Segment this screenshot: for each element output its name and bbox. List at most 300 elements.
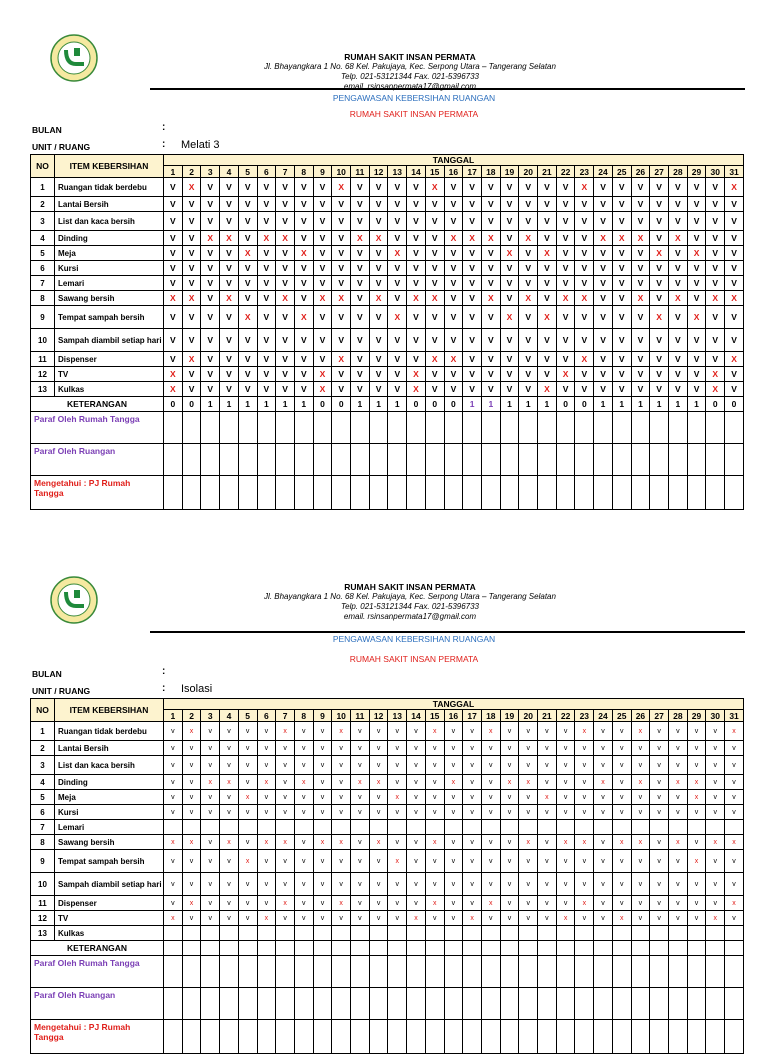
signature-cell[interactable] bbox=[706, 412, 725, 444]
signature-cell[interactable] bbox=[575, 956, 594, 988]
signature-cell[interactable] bbox=[538, 476, 557, 510]
check-mark-cell: V bbox=[650, 231, 669, 246]
check-mark-cell: v bbox=[294, 911, 313, 926]
check-mark-cell: v bbox=[575, 756, 594, 775]
signature-cell[interactable] bbox=[164, 444, 183, 476]
signature-cell[interactable] bbox=[594, 476, 613, 510]
check-mark-cell: V bbox=[238, 178, 257, 197]
signature-cell[interactable] bbox=[575, 444, 594, 476]
signature-cell[interactable] bbox=[351, 412, 370, 444]
check-mark-cell: v bbox=[407, 790, 426, 805]
signature-cell[interactable] bbox=[407, 956, 426, 988]
signature-cell[interactable] bbox=[182, 412, 201, 444]
signature-cell[interactable] bbox=[556, 412, 575, 444]
signature-cell[interactable] bbox=[369, 412, 388, 444]
signature-cell[interactable] bbox=[706, 444, 725, 476]
signature-cell[interactable] bbox=[650, 988, 669, 1020]
signature-cell[interactable] bbox=[481, 956, 500, 988]
check-mark-cell: v bbox=[238, 805, 257, 820]
signature-cell[interactable] bbox=[257, 988, 276, 1020]
signature-cell[interactable] bbox=[332, 1020, 351, 1054]
signature-cell[interactable] bbox=[631, 444, 650, 476]
signature-cell[interactable] bbox=[519, 444, 538, 476]
check-mark-cell: V bbox=[631, 329, 650, 352]
signature-cell[interactable] bbox=[257, 956, 276, 988]
check-mark-cell: v bbox=[594, 741, 613, 756]
check-mark-cell: V bbox=[650, 382, 669, 397]
signature-cell[interactable] bbox=[650, 956, 669, 988]
signature-cell[interactable] bbox=[407, 444, 426, 476]
signature-cell[interactable] bbox=[201, 412, 220, 444]
signature-cell[interactable] bbox=[706, 1020, 725, 1054]
check-mark-cell: v bbox=[164, 805, 183, 820]
signature-cell[interactable] bbox=[650, 476, 669, 510]
signature-cell[interactable] bbox=[687, 412, 706, 444]
signature-cell[interactable] bbox=[182, 988, 201, 1020]
signature-cell[interactable] bbox=[369, 444, 388, 476]
signature-cell[interactable] bbox=[257, 1020, 276, 1054]
item-number: 11 bbox=[31, 896, 55, 911]
signature-cell[interactable] bbox=[668, 1020, 687, 1054]
check-mark-cell: v bbox=[463, 741, 482, 756]
check-mark-cell: x bbox=[725, 835, 744, 850]
signature-cell[interactable] bbox=[369, 1020, 388, 1054]
signature-cell[interactable] bbox=[463, 476, 482, 510]
check-mark-cell: v bbox=[313, 756, 332, 775]
signature-cell[interactable] bbox=[612, 956, 631, 988]
day-header: 6 bbox=[257, 710, 276, 722]
signature-cell[interactable] bbox=[687, 956, 706, 988]
check-mark-cell: v bbox=[650, 756, 669, 775]
signature-cell[interactable] bbox=[351, 956, 370, 988]
signature-cell[interactable] bbox=[388, 444, 407, 476]
signature-cell[interactable] bbox=[481, 412, 500, 444]
signature-cell[interactable] bbox=[220, 476, 239, 510]
signature-cell[interactable] bbox=[164, 988, 183, 1020]
signature-cell[interactable] bbox=[313, 956, 332, 988]
check-mark-cell: V bbox=[594, 329, 613, 352]
check-mark-cell: V bbox=[388, 329, 407, 352]
check-mark-cell bbox=[407, 820, 426, 835]
signature-cell[interactable] bbox=[444, 1020, 463, 1054]
signature-cell[interactable] bbox=[238, 1020, 257, 1054]
signature-cell[interactable] bbox=[463, 988, 482, 1020]
signature-cell[interactable] bbox=[612, 476, 631, 510]
signature-cell[interactable] bbox=[220, 444, 239, 476]
signature-cell[interactable] bbox=[407, 988, 426, 1020]
check-mark-cell: V bbox=[594, 367, 613, 382]
check-mark-cell: V bbox=[519, 246, 538, 261]
keterangan-cell: 0 bbox=[425, 397, 444, 412]
signature-cell[interactable] bbox=[388, 412, 407, 444]
signature-cell[interactable] bbox=[332, 956, 351, 988]
signature-cell[interactable] bbox=[313, 476, 332, 510]
keterangan-cell bbox=[650, 941, 669, 956]
signature-cell[interactable] bbox=[612, 444, 631, 476]
unit-value: Isolasi bbox=[181, 683, 213, 695]
check-mark-cell: v bbox=[182, 741, 201, 756]
check-mark-cell: V bbox=[706, 306, 725, 329]
signature-cell[interactable] bbox=[369, 956, 388, 988]
signature-cell[interactable] bbox=[444, 988, 463, 1020]
check-mark-cell bbox=[182, 820, 201, 835]
signature-cell[interactable] bbox=[538, 956, 557, 988]
signature-cell[interactable] bbox=[631, 956, 650, 988]
signature-cell[interactable] bbox=[668, 444, 687, 476]
check-mark-cell: V bbox=[444, 178, 463, 197]
hospital-email: email. rsinsanpermata17@gmail.com bbox=[343, 612, 477, 621]
signature-cell[interactable] bbox=[369, 988, 388, 1020]
check-mark-cell: v bbox=[351, 911, 370, 926]
signature-cell[interactable] bbox=[500, 412, 519, 444]
signature-cell[interactable] bbox=[650, 412, 669, 444]
signature-cell[interactable] bbox=[687, 1020, 706, 1054]
item-number: 10 bbox=[31, 329, 55, 352]
check-mark-cell bbox=[313, 926, 332, 941]
signature-cell[interactable] bbox=[407, 412, 426, 444]
check-mark-cell: v bbox=[519, 873, 538, 896]
check-mark-cell: V bbox=[650, 212, 669, 231]
check-mark-cell: V bbox=[575, 276, 594, 291]
signature-cell[interactable] bbox=[182, 1020, 201, 1054]
signature-cell[interactable] bbox=[687, 476, 706, 510]
check-mark-cell: V bbox=[706, 261, 725, 276]
signature-cell[interactable] bbox=[257, 444, 276, 476]
signature-cell[interactable] bbox=[444, 476, 463, 510]
signature-cell[interactable] bbox=[182, 444, 201, 476]
check-mark-cell bbox=[257, 820, 276, 835]
item-name: Kulkas bbox=[55, 382, 164, 397]
signature-cell[interactable] bbox=[332, 476, 351, 510]
signature-cell[interactable] bbox=[519, 412, 538, 444]
signature-cell[interactable] bbox=[538, 1020, 557, 1054]
item-number: 12 bbox=[31, 911, 55, 926]
check-mark-cell: v bbox=[444, 835, 463, 850]
check-mark-cell: x bbox=[332, 896, 351, 911]
signature-cell[interactable] bbox=[444, 956, 463, 988]
signature-cell[interactable] bbox=[725, 476, 744, 510]
check-mark-cell: v bbox=[538, 873, 557, 896]
signature-cell[interactable] bbox=[425, 988, 444, 1020]
signature-cell[interactable] bbox=[687, 444, 706, 476]
signature-cell[interactable] bbox=[313, 1020, 332, 1054]
check-mark-cell: V bbox=[575, 306, 594, 329]
check-mark-cell: V bbox=[257, 382, 276, 397]
check-mark-cell: V bbox=[463, 329, 482, 352]
keterangan-cell bbox=[276, 941, 295, 956]
check-mark-cell: V bbox=[276, 261, 295, 276]
signature-cell[interactable] bbox=[463, 412, 482, 444]
signature-cell[interactable] bbox=[631, 412, 650, 444]
signature-cell[interactable] bbox=[538, 988, 557, 1020]
day-header: 23 bbox=[575, 710, 594, 722]
signature-cell[interactable] bbox=[650, 444, 669, 476]
check-mark-cell: v bbox=[725, 756, 744, 775]
signature-cell[interactable] bbox=[556, 956, 575, 988]
check-mark-cell: V bbox=[332, 197, 351, 212]
signature-cell[interactable] bbox=[164, 956, 183, 988]
signature-cell[interactable] bbox=[668, 988, 687, 1020]
check-mark-cell: v bbox=[519, 741, 538, 756]
signature-cell[interactable] bbox=[500, 956, 519, 988]
check-mark-cell: v bbox=[631, 896, 650, 911]
signature-cell[interactable] bbox=[332, 444, 351, 476]
colon: : bbox=[162, 139, 166, 150]
signature-cell[interactable] bbox=[238, 476, 257, 510]
check-mark-cell: v bbox=[631, 873, 650, 896]
check-mark-cell: v bbox=[238, 741, 257, 756]
check-mark-cell: V bbox=[257, 246, 276, 261]
check-mark-cell: V bbox=[407, 197, 426, 212]
signature-cell[interactable] bbox=[294, 1020, 313, 1054]
signature-cell[interactable] bbox=[612, 412, 631, 444]
signature-cell[interactable] bbox=[463, 956, 482, 988]
signature-cell[interactable] bbox=[351, 1020, 370, 1054]
check-mark-cell: V bbox=[612, 212, 631, 231]
signature-cell[interactable] bbox=[201, 476, 220, 510]
signature-cell[interactable] bbox=[201, 1020, 220, 1054]
signature-cell[interactable] bbox=[463, 1020, 482, 1054]
signature-cell[interactable] bbox=[444, 412, 463, 444]
keterangan-cell: 0 bbox=[444, 397, 463, 412]
signature-cell[interactable] bbox=[594, 412, 613, 444]
signature-cell[interactable] bbox=[425, 412, 444, 444]
day-header: 21 bbox=[538, 710, 557, 722]
check-mark-cell: V bbox=[276, 306, 295, 329]
signature-cell[interactable] bbox=[425, 956, 444, 988]
check-mark-cell: V bbox=[594, 382, 613, 397]
check-mark-cell: v bbox=[407, 873, 426, 896]
keterangan-cell: 0 bbox=[313, 397, 332, 412]
check-mark-cell: V bbox=[725, 197, 744, 212]
signature-cell[interactable] bbox=[351, 988, 370, 1020]
check-mark-cell: x bbox=[257, 911, 276, 926]
signature-cell[interactable] bbox=[407, 1020, 426, 1054]
signature-cell[interactable] bbox=[276, 988, 295, 1020]
check-mark-cell: V bbox=[538, 367, 557, 382]
signature-cell[interactable] bbox=[519, 956, 538, 988]
check-mark-cell: X bbox=[538, 382, 557, 397]
signature-cell[interactable] bbox=[407, 476, 426, 510]
signature-cell[interactable] bbox=[388, 956, 407, 988]
check-mark-cell: x bbox=[238, 790, 257, 805]
signature-cell[interactable] bbox=[276, 476, 295, 510]
check-mark-cell: V bbox=[294, 352, 313, 367]
signature-cell[interactable] bbox=[332, 412, 351, 444]
signature-cell[interactable] bbox=[556, 988, 575, 1020]
signature-cell[interactable] bbox=[725, 956, 744, 988]
check-mark-cell: v bbox=[220, 756, 239, 775]
signature-cell[interactable] bbox=[238, 412, 257, 444]
signature-cell[interactable] bbox=[631, 476, 650, 510]
signature-cell[interactable] bbox=[594, 444, 613, 476]
signature-cell[interactable] bbox=[220, 1020, 239, 1054]
signature-cell[interactable] bbox=[725, 1020, 744, 1054]
signature-cell[interactable] bbox=[519, 476, 538, 510]
keterangan-cell bbox=[519, 941, 538, 956]
signature-cell[interactable] bbox=[481, 988, 500, 1020]
signature-cell[interactable] bbox=[631, 988, 650, 1020]
signature-cell[interactable] bbox=[500, 988, 519, 1020]
signature-cell[interactable] bbox=[332, 988, 351, 1020]
signature-cell[interactable] bbox=[182, 956, 201, 988]
check-mark-cell bbox=[538, 926, 557, 941]
signature-cell[interactable] bbox=[294, 444, 313, 476]
check-mark-cell: v bbox=[706, 896, 725, 911]
check-mark-cell: v bbox=[182, 850, 201, 873]
hospital-logo bbox=[50, 34, 98, 82]
table-row bbox=[31, 850, 744, 873]
signature-cell[interactable] bbox=[556, 444, 575, 476]
signature-cell[interactable] bbox=[425, 1020, 444, 1054]
signature-cell[interactable] bbox=[594, 956, 613, 988]
check-mark-cell: v bbox=[351, 741, 370, 756]
day-header: 8 bbox=[294, 166, 313, 178]
signature-cell[interactable] bbox=[612, 988, 631, 1020]
check-mark-cell: X bbox=[631, 291, 650, 306]
signature-cell[interactable] bbox=[164, 1020, 183, 1054]
signature-cell[interactable] bbox=[276, 412, 295, 444]
signature-cell[interactable] bbox=[220, 956, 239, 988]
check-mark-cell: V bbox=[650, 329, 669, 352]
signature-cell[interactable] bbox=[481, 476, 500, 510]
signature-cell[interactable] bbox=[668, 412, 687, 444]
check-mark-cell: V bbox=[687, 352, 706, 367]
signature-cell[interactable] bbox=[500, 1020, 519, 1054]
signature-cell[interactable] bbox=[594, 988, 613, 1020]
signature-cell[interactable] bbox=[481, 1020, 500, 1054]
keterangan-cell bbox=[407, 941, 426, 956]
signature-cell[interactable] bbox=[575, 476, 594, 510]
day-header: 11 bbox=[351, 710, 370, 722]
check-mark-cell: X bbox=[668, 231, 687, 246]
signature-cell[interactable] bbox=[725, 412, 744, 444]
signature-cell[interactable] bbox=[294, 412, 313, 444]
signature-cell[interactable] bbox=[182, 476, 201, 510]
keterangan-cell: 1 bbox=[631, 397, 650, 412]
signature-cell[interactable] bbox=[164, 412, 183, 444]
check-mark-cell: V bbox=[519, 197, 538, 212]
signature-cell[interactable] bbox=[575, 988, 594, 1020]
signature-cell[interactable] bbox=[294, 956, 313, 988]
signature-cell[interactable] bbox=[351, 444, 370, 476]
signature-cell[interactable] bbox=[556, 1020, 575, 1054]
check-mark-cell: V bbox=[182, 367, 201, 382]
item-number: 2 bbox=[31, 197, 55, 212]
check-mark-cell: v bbox=[481, 873, 500, 896]
signature-cell[interactable] bbox=[276, 1020, 295, 1054]
check-mark-cell: V bbox=[351, 276, 370, 291]
signature-cell[interactable] bbox=[612, 1020, 631, 1054]
signature-cell[interactable] bbox=[444, 444, 463, 476]
check-mark-cell: x bbox=[519, 775, 538, 790]
signature-row bbox=[31, 1020, 744, 1054]
signature-cell[interactable] bbox=[164, 476, 183, 510]
signature-cell[interactable] bbox=[201, 988, 220, 1020]
check-mark-cell: V bbox=[276, 367, 295, 382]
signature-cell[interactable] bbox=[519, 1020, 538, 1054]
check-mark-cell: X bbox=[182, 178, 201, 197]
signature-cell[interactable] bbox=[575, 412, 594, 444]
check-mark-cell: V bbox=[556, 246, 575, 261]
signature-cell[interactable] bbox=[294, 988, 313, 1020]
signature-cell[interactable] bbox=[575, 1020, 594, 1054]
signature-cell[interactable] bbox=[463, 444, 482, 476]
signature-cell[interactable] bbox=[706, 476, 725, 510]
signature-cell[interactable] bbox=[351, 476, 370, 510]
check-mark-cell: V bbox=[294, 231, 313, 246]
signature-cell[interactable] bbox=[257, 476, 276, 510]
signature-cell[interactable] bbox=[238, 988, 257, 1020]
signature-cell[interactable] bbox=[519, 988, 538, 1020]
signature-cell[interactable] bbox=[257, 412, 276, 444]
signature-cell[interactable] bbox=[425, 476, 444, 510]
signature-cell[interactable] bbox=[631, 1020, 650, 1054]
check-mark-cell: V bbox=[725, 306, 744, 329]
signature-cell[interactable] bbox=[668, 476, 687, 510]
signature-cell[interactable] bbox=[313, 444, 332, 476]
signature-cell[interactable] bbox=[201, 444, 220, 476]
signature-cell[interactable] bbox=[201, 956, 220, 988]
signature-cell[interactable] bbox=[594, 1020, 613, 1054]
check-mark-cell: V bbox=[388, 231, 407, 246]
check-mark-cell: V bbox=[500, 382, 519, 397]
signature-cell[interactable] bbox=[388, 476, 407, 510]
signature-cell[interactable] bbox=[425, 444, 444, 476]
signature-cell[interactable] bbox=[220, 988, 239, 1020]
check-mark-cell: v bbox=[668, 850, 687, 873]
signature-cell[interactable] bbox=[556, 476, 575, 510]
form-title: PENGAWASAN KEBERSIHAN RUANGAN bbox=[332, 93, 496, 103]
signature-cell[interactable] bbox=[313, 988, 332, 1020]
signature-cell[interactable] bbox=[388, 988, 407, 1020]
signature-cell[interactable] bbox=[650, 1020, 669, 1054]
signature-cell[interactable] bbox=[725, 988, 744, 1020]
signature-cell[interactable] bbox=[500, 476, 519, 510]
keterangan-cell: 1 bbox=[687, 397, 706, 412]
signature-cell[interactable] bbox=[276, 956, 295, 988]
check-mark-cell: v bbox=[612, 775, 631, 790]
check-mark-cell: X bbox=[332, 178, 351, 197]
check-mark-cell: v bbox=[164, 790, 183, 805]
day-header: 19 bbox=[500, 710, 519, 722]
signature-cell[interactable] bbox=[369, 476, 388, 510]
signature-cell[interactable] bbox=[706, 988, 725, 1020]
signature-cell[interactable] bbox=[500, 444, 519, 476]
check-mark-cell: V bbox=[294, 178, 313, 197]
signature-cell[interactable] bbox=[238, 444, 257, 476]
signature-cell[interactable] bbox=[294, 476, 313, 510]
signature-cell[interactable] bbox=[725, 444, 744, 476]
check-mark-cell: v bbox=[257, 850, 276, 873]
signature-cell[interactable] bbox=[220, 412, 239, 444]
signature-cell[interactable] bbox=[238, 956, 257, 988]
signature-cell[interactable] bbox=[276, 444, 295, 476]
signature-cell[interactable] bbox=[388, 1020, 407, 1054]
check-mark-cell: v bbox=[238, 911, 257, 926]
signature-cell[interactable] bbox=[687, 988, 706, 1020]
signature-cell[interactable] bbox=[668, 956, 687, 988]
item-number: 1 bbox=[31, 722, 55, 741]
check-mark-cell: V bbox=[313, 246, 332, 261]
signature-cell[interactable] bbox=[538, 444, 557, 476]
signature-cell[interactable] bbox=[313, 412, 332, 444]
signature-cell[interactable] bbox=[706, 956, 725, 988]
check-mark-cell: v bbox=[182, 873, 201, 896]
signature-cell[interactable] bbox=[481, 444, 500, 476]
signature-cell[interactable] bbox=[538, 412, 557, 444]
keterangan-cell bbox=[575, 941, 594, 956]
